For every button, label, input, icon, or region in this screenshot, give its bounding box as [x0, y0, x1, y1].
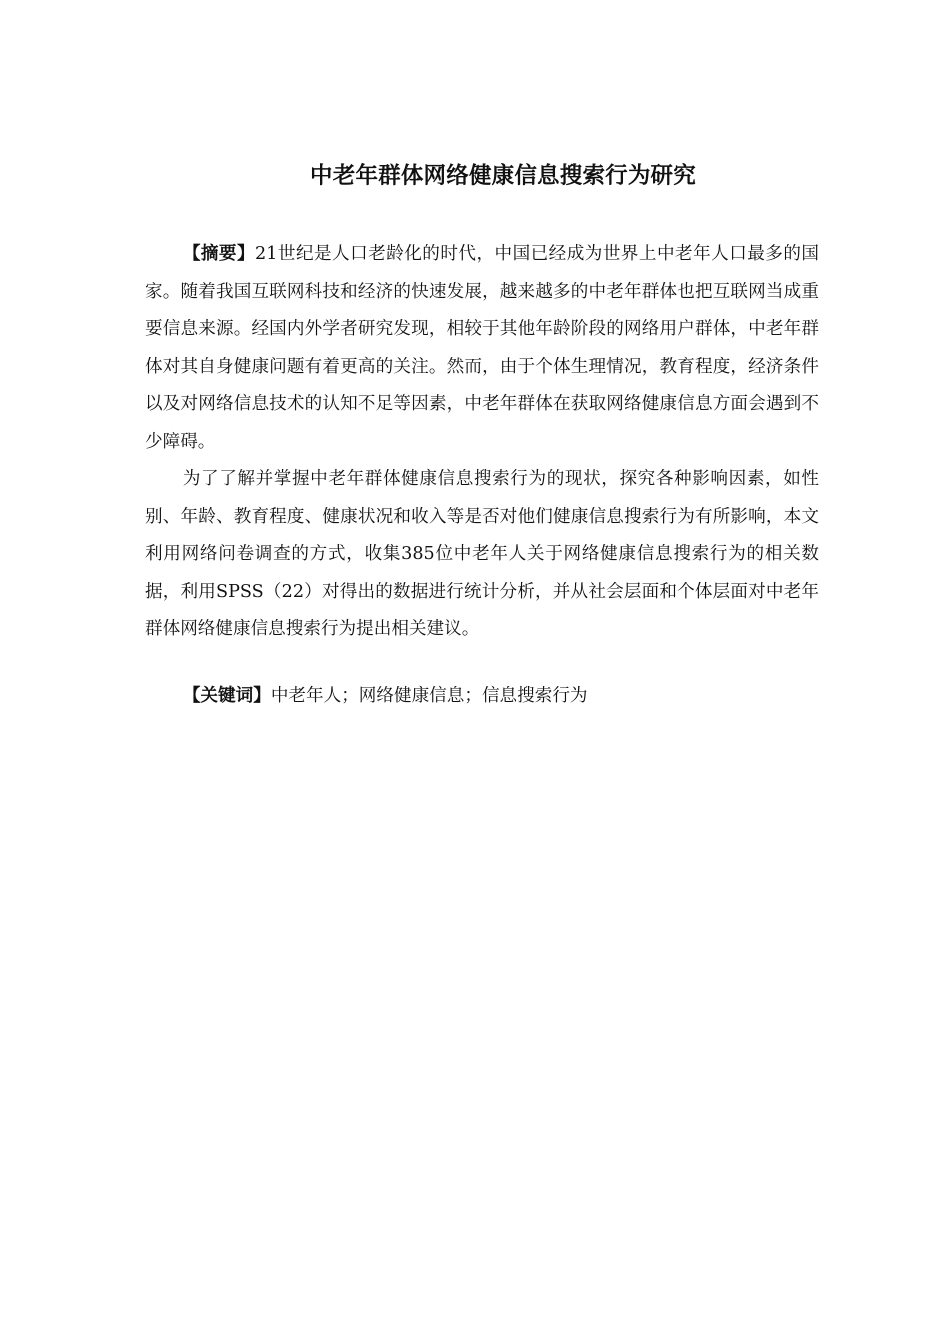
abstract-paragraph-2: 为了了解并掌握中老年群体健康信息搜索行为的现状，探究各种影响因素，如性别、年龄、教育程度、健康状况和收入等是否对他们健康信息搜索行为有所影响，本文利用网络问卷调查的方式，收集385位中老年人关于网络健康信息搜索行为的相关数据，利用SPSS（22）对得出的数据进行统计分析，并从社会层面和个体层面对中老年群体网络健康信息搜索行为提出相关建议。 — [145, 469, 819, 639]
abstract-section — [145, 236, 819, 649]
abstract-paragraph-1 — [145, 236, 819, 461]
keywords-line — [145, 678, 819, 716]
keywords-text: 中老年人；网络健康信息；信息搜索行为 — [270, 686, 588, 706]
keywords-label: 【关键词】 — [182, 686, 271, 706]
abstract-label: 【摘要】 — [182, 244, 256, 264]
abstract-text-1: 21世纪是人口老龄化的时代，中国已经成为世界上中老年人口最多的国家。随着我国互联网科技和经济的快速发展，越来越多的中老年群体也把互联网当成重要信息来源。经国内外学者研究发现，相较于其他年龄阶段的网络用户群体，中老年群体对其自身健康问题有着更高的关注。然而，由于个体生理情况，教育程度，经济条件以及对网络信息技术的认知不足等因素，中老年群体在获取网络健康信息方面会遇到不少障碍。 — [145, 244, 819, 452]
document-title: 中老年群体网络健康信息搜索行为研究 — [310, 163, 696, 189]
